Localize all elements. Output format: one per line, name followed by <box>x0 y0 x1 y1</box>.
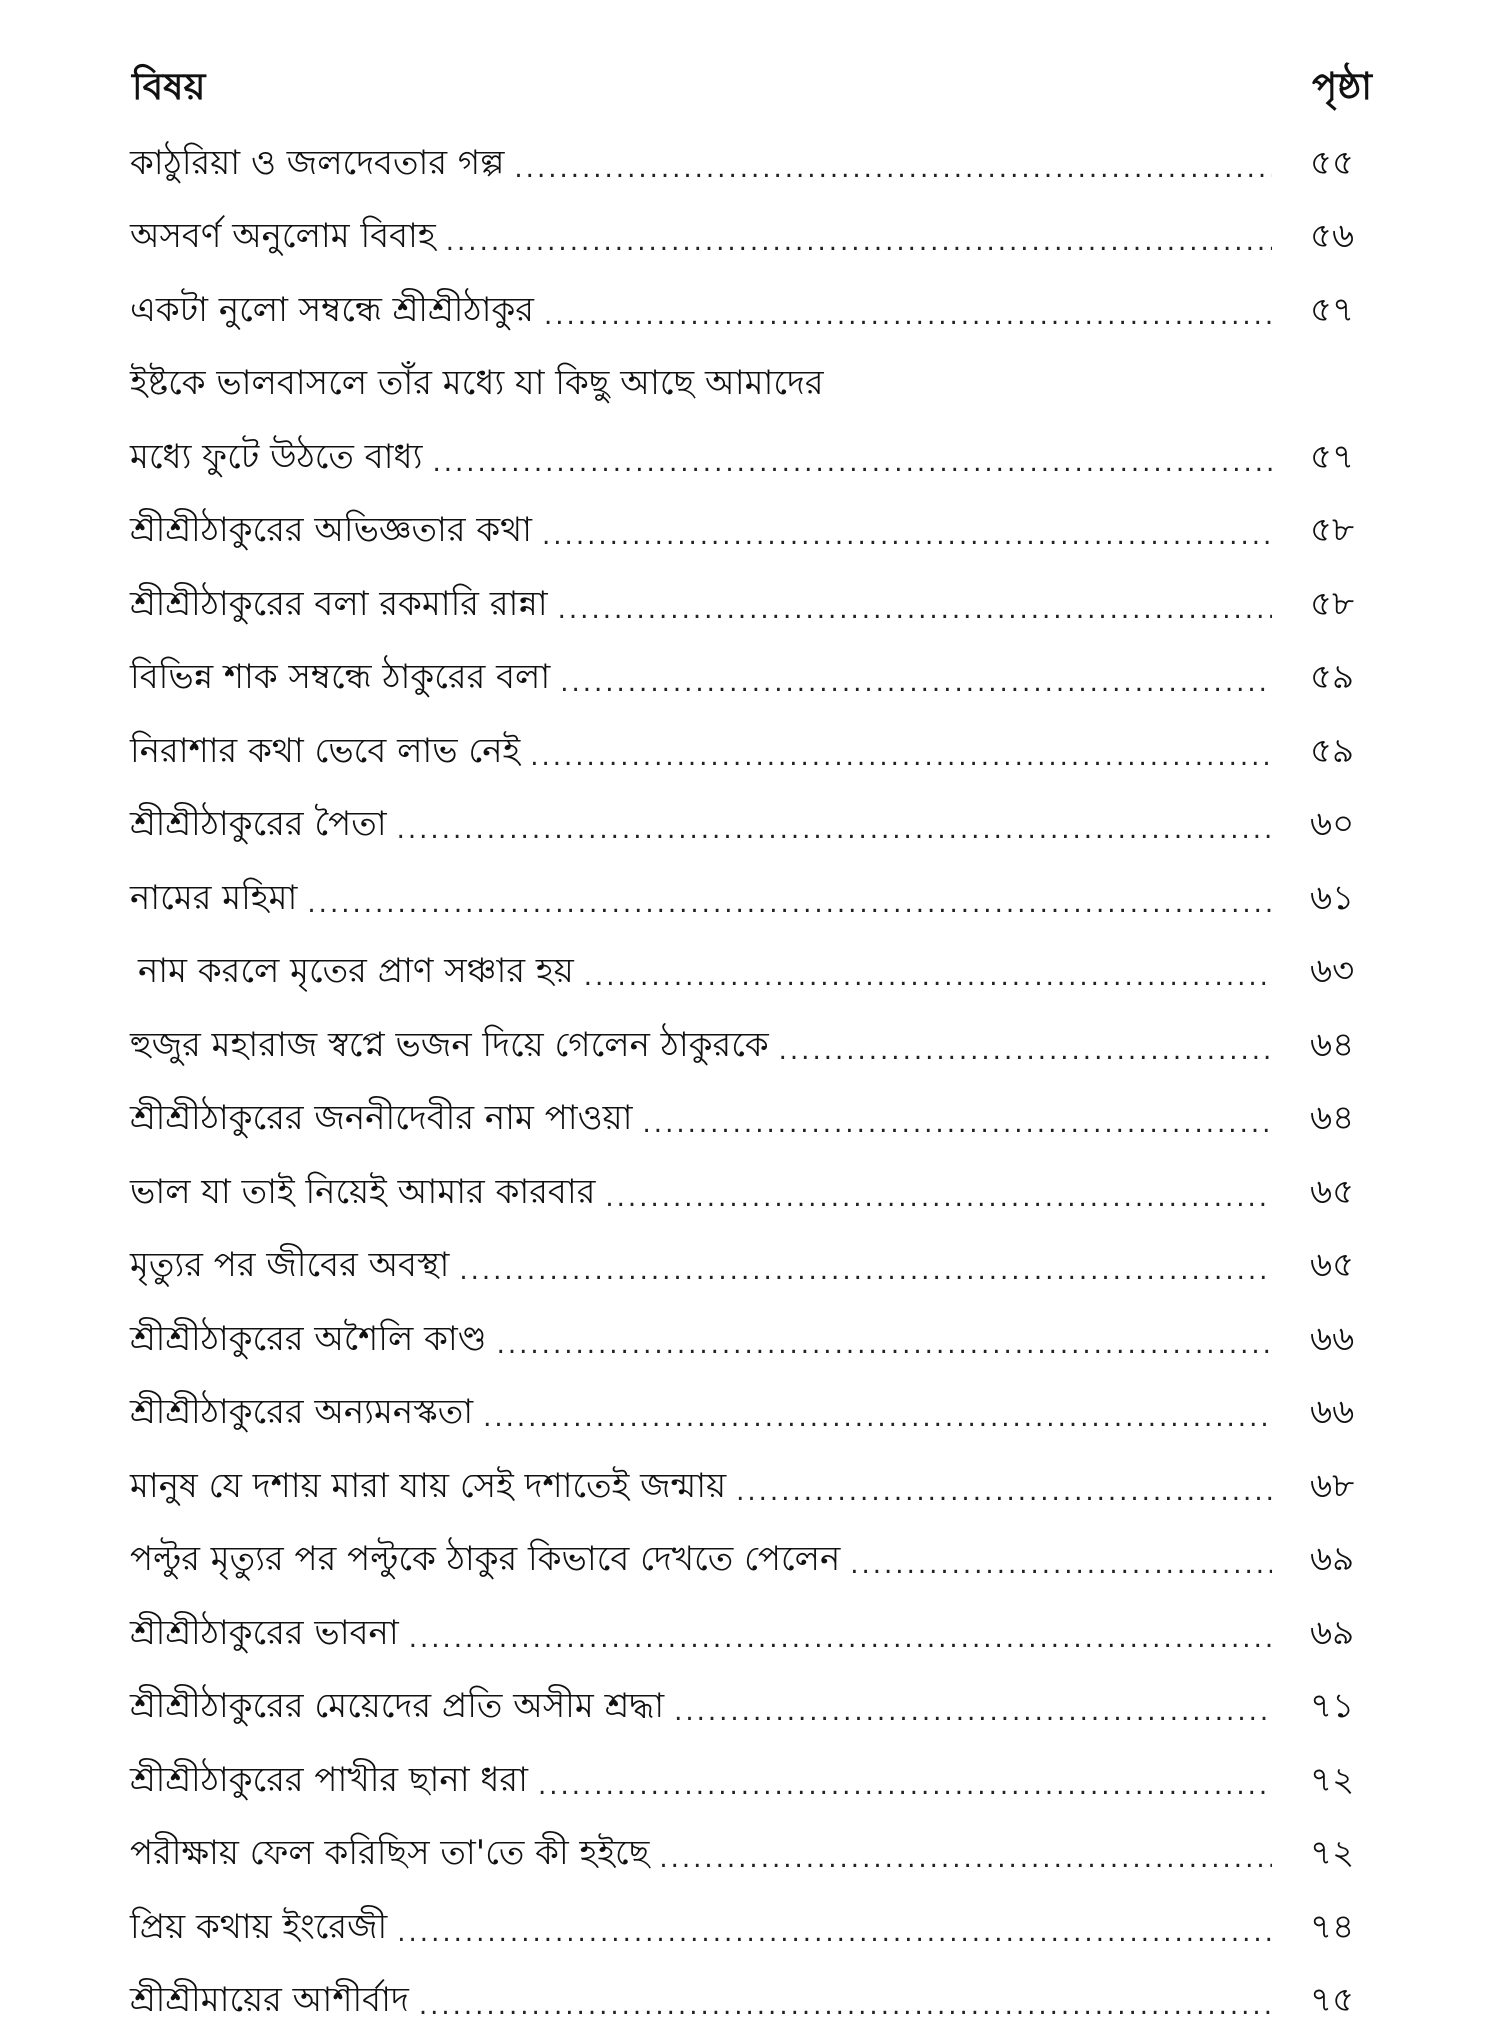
toc-entry-title: নিরাশার কথা ভেবে লাভ নেই <box>130 725 520 782</box>
dot-leader <box>483 1403 1272 1433</box>
toc-entry <box>130 561 1380 635</box>
toc-entry-title: শ্রীশ্রীঠাকুরের বলা রকমারি রান্না <box>130 578 548 635</box>
toc-entry <box>130 1076 1380 1150</box>
toc-entry-title: মৃত্যুর পর জীবের অবস্থা <box>130 1239 449 1296</box>
toc-entry-title: হুজুর মহারাজ স্বপ্নে ভজন দিয়ে গেলেন ঠাকুরকে <box>130 1019 769 1076</box>
toc-entry-title: শ্রীশ্রীঠাকুরের অশৈলি কাণ্ড <box>130 1313 487 1370</box>
toc-entry <box>130 1517 1380 1591</box>
toc-entry-page: ৬৪ <box>1310 1092 1380 1149</box>
dot-leader <box>643 1109 1272 1139</box>
toc-entry-page: ৬৫ <box>1310 1239 1380 1296</box>
toc-entry <box>130 782 1380 856</box>
toc-entry-page: ৬৯ <box>1310 1607 1380 1664</box>
toc-entry <box>130 1884 1380 1958</box>
toc-entry-title: বিভিন্ন শাক সম্বন্ধে ঠাকুরের বলা <box>130 651 550 708</box>
toc-entry <box>130 635 1380 709</box>
toc-entry-page: ৬৪ <box>1310 1019 1380 1076</box>
toc-entry-page: ৬৮ <box>1310 1460 1380 1517</box>
toc-entry <box>130 1811 1380 1885</box>
toc-entry <box>130 1296 1380 1370</box>
toc-entry-page: ৬৬ <box>1310 1313 1380 1370</box>
toc-entry-page: ৫৭ <box>1310 431 1380 488</box>
dot-leader <box>544 301 1272 331</box>
toc-header <box>130 48 1380 120</box>
dot-leader <box>538 1771 1272 1801</box>
toc-entry-title: শ্রীশ্রীমায়ের আশীর্বাদ <box>130 1974 409 2031</box>
dot-leader <box>409 1624 1272 1654</box>
toc-entry-title: একটা নুলো সম্বন্ধে শ্রীশ্রীঠাকুর <box>130 284 534 341</box>
dot-leader <box>530 742 1272 772</box>
toc-entry <box>130 1958 1380 2031</box>
dot-leader <box>432 448 1272 478</box>
subject-column-heading: বিষয় <box>130 57 205 120</box>
dot-leader <box>584 962 1272 992</box>
dot-leader <box>446 227 1272 257</box>
toc-entry-title: পল্টুর মৃত্যুর পর পল্টুকে ঠাকুর কিভাবে দেখতে পেলেন <box>130 1533 840 1590</box>
toc-entry-page: ৬১ <box>1310 872 1380 929</box>
toc-entry <box>130 194 1380 268</box>
toc-entry <box>130 1149 1380 1223</box>
table-of-contents <box>130 48 1380 2031</box>
toc-entry-title: কাঠুরিয়া ও জলদেবতার গল্প <box>130 137 504 194</box>
toc-entry-title: শ্রীশ্রীঠাকুরের ভাবনা <box>130 1607 399 1664</box>
toc-entry-title: নামের মহিমা <box>130 872 297 929</box>
toc-entry-page: ৫৯ <box>1310 725 1380 782</box>
toc-entry-page: ৬৫ <box>1310 1166 1380 1223</box>
toc-entry-page: ৬০ <box>1310 798 1380 855</box>
toc-entry-page: ৭৪ <box>1310 1901 1380 1958</box>
toc-entry-page: ৫৬ <box>1310 210 1380 267</box>
toc-entry-title: শ্রীশ্রীঠাকুরের পাখীর ছানা ধরা <box>130 1754 528 1811</box>
toc-entry <box>130 267 1380 341</box>
dot-leader <box>542 521 1272 551</box>
toc-entry <box>130 1664 1380 1738</box>
toc-entry-title: ইষ্টকে ভালবাসলে তাঁর মধ্যে যা কিছু আছে আমাদের <box>130 357 824 414</box>
toc-entry-title: ভাল যা তাই নিয়েই আমার কারবার <box>130 1166 595 1223</box>
toc-entry <box>130 1002 1380 1076</box>
toc-entry-title: শ্রীশ্রীঠাকুরের মেয়েদের প্রতি অসীম শ্রদ্ধা <box>130 1680 664 1737</box>
toc-entry-title: শ্রীশ্রীঠাকুরের অন্যমনস্কতা <box>130 1386 473 1443</box>
toc-entry-page: ৭২ <box>1310 1754 1380 1811</box>
toc-entry-title: মানুষ যে দশায় মারা যায় সেই দশাতেই জন্মায় <box>130 1460 726 1517</box>
dot-leader <box>459 1256 1272 1286</box>
toc-entry <box>130 708 1380 782</box>
toc-entry <box>130 120 1380 194</box>
toc-entry-title: মধ্যে ফুটে উঠতে বাধ্য <box>130 431 422 488</box>
toc-entry-title: শ্রীশ্রীঠাকুরের পৈতা <box>130 798 387 855</box>
toc-entry <box>130 1443 1380 1517</box>
toc-entry-title: শ্রীশ্রীঠাকুরের অভিজ্ঞতার কথা <box>130 504 532 561</box>
page-column-heading: পৃষ্ঠা <box>1312 57 1380 120</box>
toc-entry-title: অসবর্ণ অনুলোম বিবাহ <box>130 210 436 267</box>
dot-leader <box>397 815 1272 845</box>
toc-entry-page: ৭১ <box>1310 1680 1380 1737</box>
dot-leader <box>674 1697 1272 1727</box>
toc-entry-page: ৫৮ <box>1310 578 1380 635</box>
dot-leader <box>560 668 1272 698</box>
toc-entry <box>130 1223 1380 1297</box>
toc-list <box>130 120 1380 2031</box>
toc-entry <box>130 341 1380 415</box>
toc-entry-page: ৬৬ <box>1310 1386 1380 1443</box>
dot-leader <box>605 1183 1272 1213</box>
toc-entry-page: ৭২ <box>1310 1827 1380 1884</box>
toc-entry-title: প্রিয় কথায় ইংরেজী <box>130 1901 387 1958</box>
toc-entry <box>130 1590 1380 1664</box>
dot-leader <box>558 595 1272 625</box>
toc-entry-page: ৫৯ <box>1310 651 1380 708</box>
toc-entry-page: ৬৯ <box>1310 1533 1380 1590</box>
dot-leader <box>419 1991 1272 2021</box>
dot-leader <box>850 1550 1272 1580</box>
dot-leader <box>514 154 1272 184</box>
dot-leader <box>497 1330 1272 1360</box>
toc-entry <box>130 1370 1380 1444</box>
toc-entry <box>130 855 1380 929</box>
toc-entry-page: ৫৭ <box>1310 284 1380 341</box>
toc-entry-page: ৫৫ <box>1310 137 1380 194</box>
dot-leader <box>307 889 1272 919</box>
toc-entry <box>130 488 1380 562</box>
toc-entry-title: শ্রীশ্রীঠাকুরের জননীদেবীর নাম পাওয়া <box>130 1092 633 1149</box>
dot-leader <box>397 1918 1272 1948</box>
toc-entry-page: ৫৮ <box>1310 504 1380 561</box>
toc-entry-page: ৭৫ <box>1310 1974 1380 2031</box>
toc-entry-title: পরীক্ষায় ফেল করিছিস তা'তে কী হইছে <box>130 1827 649 1884</box>
toc-entry-title: নাম করলে মৃতের প্রাণ সঞ্চার হয় <box>130 945 574 1002</box>
dot-leader <box>779 1036 1272 1066</box>
toc-entry <box>130 929 1380 1003</box>
toc-entry <box>130 1737 1380 1811</box>
toc-entry-page: ৬৩ <box>1310 945 1380 1002</box>
dot-leader <box>736 1477 1272 1507</box>
dot-leader <box>659 1844 1272 1874</box>
toc-entry <box>130 414 1380 488</box>
